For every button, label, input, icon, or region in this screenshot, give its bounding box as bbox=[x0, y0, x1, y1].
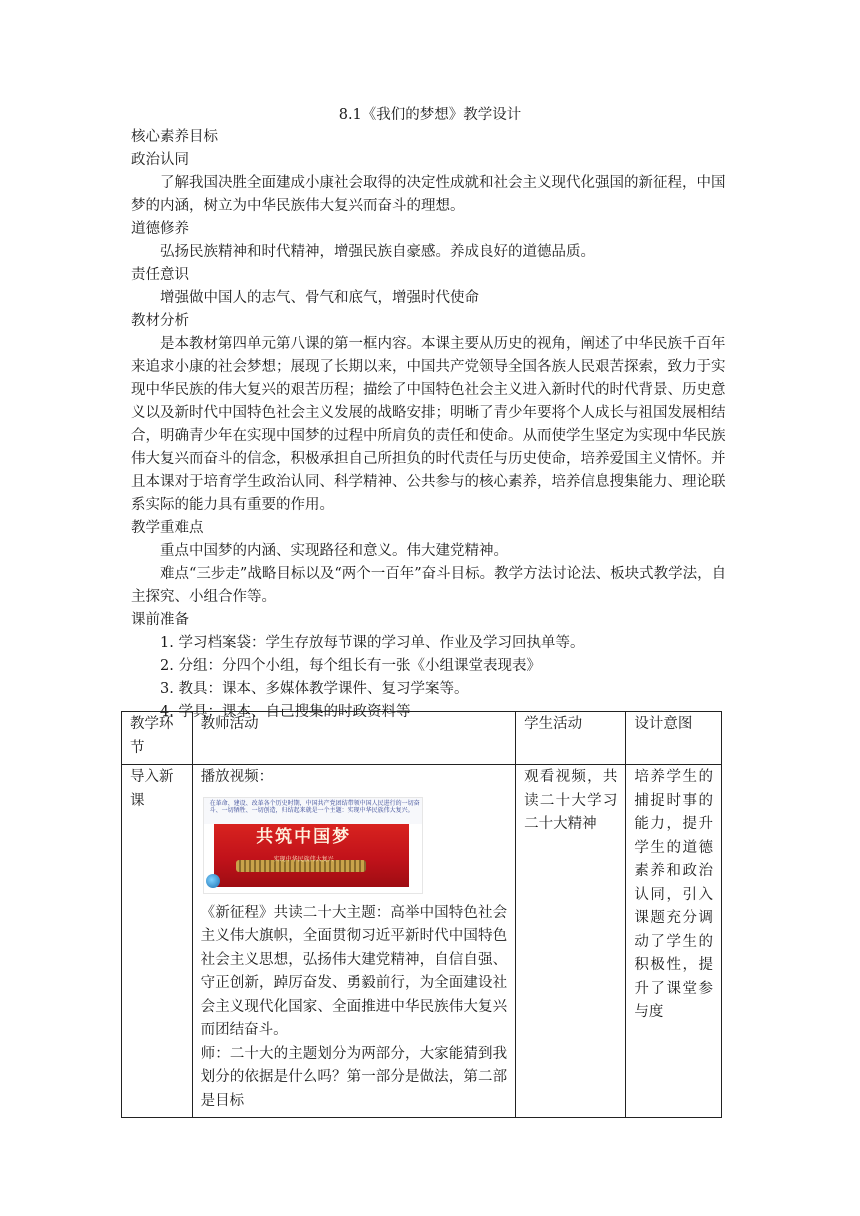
document-title: 8.1《我们的梦想》教学设计 bbox=[338, 107, 522, 123]
list-item: 2. 分组：分四个小组，每个组长有一张《小组课堂表现表》 bbox=[160, 658, 541, 674]
teacher-intro: 播放视频： bbox=[200, 769, 274, 785]
section-heading: 政治认同 bbox=[131, 152, 189, 168]
video-thumbnail[interactable] bbox=[203, 797, 423, 894]
paragraph: 是本教材第四单元第八课的第一框内容。本课主要从历史的视角，阐述了中华民族千百年来追求小康的社会梦想；展现了长期以来，中国共产党领导全国各族人民艰苦探索，致力于实现中华民族的伟大复兴的艰苦历程；描绘了中国特色社会主义进入新时代的时代背景、历史意义以及新时代中国特色社会主义发展的战略安排；明晰了青少年要将个人成长与祖国发展相结合，明确青少年在实现中国梦的过程中所肩负的责任和使命。从而使学生坚定为实现中华民族伟大复兴而奋斗的信念，积极承担自己所担负的时代责任与历史使命，培养爱国主义情怀。并且本课对于培育学生政治认同、科学精神、公共参与的核心素养，培养信息搜集能力、理论联系实际的能力具有重要的作用。 bbox=[131, 336, 726, 513]
teacher-paragraph: 《新征程》共读二十大主题：高举中国特色社会主义伟大旗帜，全面贯彻习近平新时代中国特色社会主义思想，弘扬伟大建党精神，自信自强、守正创新，踔厉奋发、勇毅前行，为全面建设社会主义现代化国家、全面推进中华民族伟大复兴而团结奋斗。 bbox=[200, 904, 508, 1038]
header-intent: 设计意图 bbox=[626, 712, 722, 765]
video-caption: 在革命、建设、改革各个历史时期，中国共产党团结带领中国人民进行的一切奋斗、一切牺牲、一切创造，归结起来就是一个主题：实现中华民族伟大复兴。 bbox=[209, 799, 420, 814]
header-student: 学生活动 bbox=[516, 712, 626, 765]
paragraph: 增强做中国人的志气、骨气和底气，增强时代使命 bbox=[160, 290, 479, 306]
list-item: 1. 学习档案袋：学生存放每节课的学习单、作业及学习回执单等。 bbox=[160, 635, 585, 651]
section-heading: 教学重难点 bbox=[131, 520, 204, 536]
paragraph: 重点中国梦的内涵、实现路径和意义。伟大建党精神。 bbox=[160, 543, 508, 559]
section-heading: 教材分析 bbox=[131, 313, 189, 329]
table-header-row bbox=[122, 712, 722, 765]
globe-icon bbox=[206, 874, 220, 888]
list-item: 3. 教具：课本、多媒体教学课件、复习学案等。 bbox=[160, 681, 469, 697]
header-teacher: 教师活动 bbox=[192, 712, 515, 765]
section-heading: 责任意识 bbox=[131, 267, 189, 283]
cell-teacher bbox=[192, 765, 515, 1118]
video-subtitle: 实现中华民族伟大复兴 bbox=[273, 855, 334, 863]
lesson-table bbox=[121, 711, 722, 1118]
section-heading: 核心素养目标 bbox=[131, 129, 218, 145]
video-title: 共筑中国梦 bbox=[256, 826, 352, 847]
document-body bbox=[131, 126, 731, 724]
list-item: 4. 学具：课本、自己搜集的时政资料等 bbox=[160, 704, 411, 720]
paragraph: 难点“三步走”战略目标以及“两个一百年”奋斗目标。教学方法讨论法、板块式教学法，自主探究、小组合作等。 bbox=[131, 566, 727, 605]
paragraph: 弘扬民族精神和时代精神，增强民族自豪感。养成良好的道德品质。 bbox=[160, 244, 595, 260]
cell-stage: 导入新课 bbox=[122, 765, 193, 1118]
section-heading: 道德修养 bbox=[131, 221, 189, 237]
section-heading: 课前准备 bbox=[131, 612, 189, 628]
table-row bbox=[122, 765, 722, 1118]
cell-student: 观看视频，共读二十大学习二十大精神 bbox=[516, 765, 626, 1118]
header-stage: 教学环节 bbox=[122, 712, 193, 765]
cell-intent: 培养学生的捕捉时事的能力，提升学生的道德素养和政治认同，引入课题充分调动了学生的积极性，提升了课堂参与度 bbox=[626, 765, 722, 1118]
teacher-paragraph: 师：二十大的主题划分为两部分，大家能猜到我划分的依据是什么吗？第一部分是做法，第二部是目标 bbox=[200, 1045, 508, 1109]
paragraph: 了解我国决胜全面建成小康社会取得的决定性成就和社会主义现代化强国的新征程，中国梦的内涵，树立为中华民族伟大复兴而奋斗的理想。 bbox=[131, 175, 726, 214]
